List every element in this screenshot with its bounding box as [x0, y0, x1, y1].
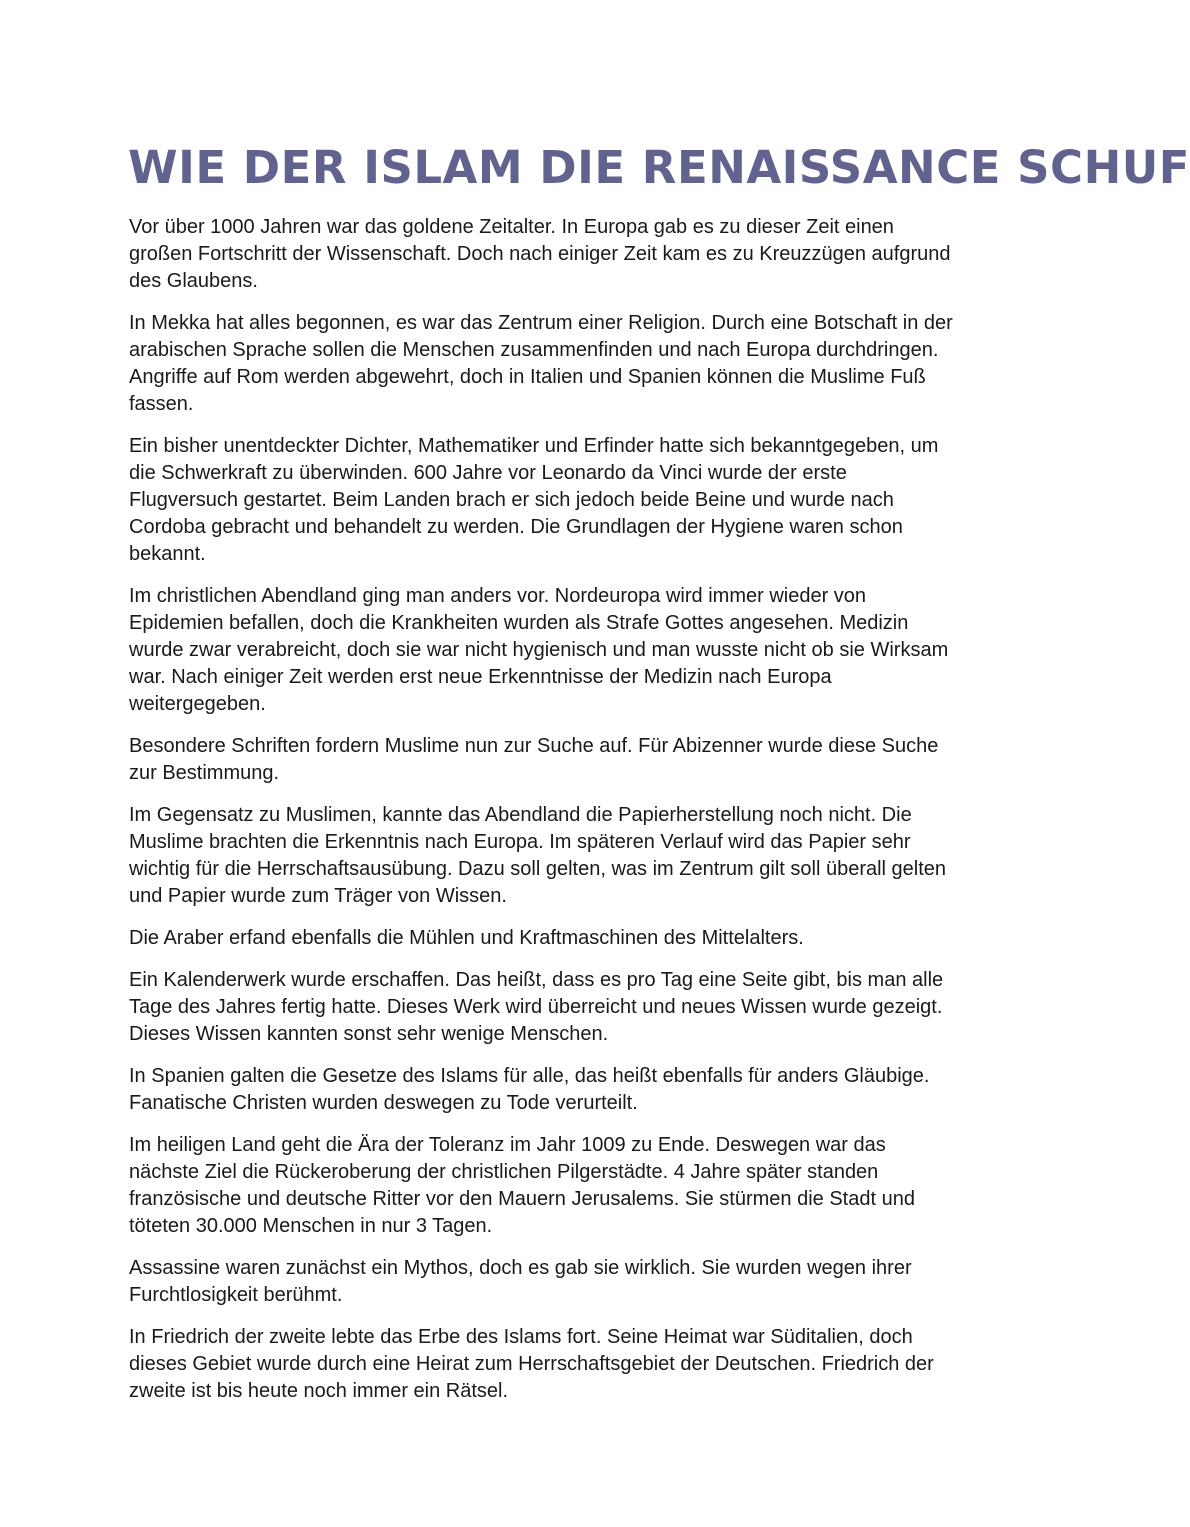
page-title: WIE DER ISLAM DIE RENAISSANCE SCHUF [128, 141, 1190, 194]
paragraph: In Mekka hat alles begonnen, es war das Zentrum einer Religion. Durch eine Botschaft in der arabischen Sprache sollen die Menschen zusammenfinden und nach Europa durchdringen. Angriffe auf Rom werden abgewehrt, doch in Italien und Spanien können die Muslime Fuß fassen. [129, 312, 953, 415]
paragraph: In Friedrich der zweite lebte das Erbe des Islams fort. Seine Heimat war Süditalien, doch dieses Gebiet wurde durch eine Heirat zum Herrschaftsgebiet der Deutschen. Friedrich der zweite ist bis heute noch immer ein Rätsel. [129, 1326, 934, 1402]
paragraph: Im heiligen Land geht die Ära der Toleranz im Jahr 1009 zu Ende. Deswegen war das nächste Ziel die Rückeroberung der christlichen Pilgerstädte. 4 Jahre später standen französische und deutsche Ritter vor den Mauern Jerusalems. Sie stürmen die Stadt und töteten 30.000 Menschen in nur 3 Tagen. [129, 1134, 915, 1237]
paragraph: Besondere Schriften fordern Muslime nun zur Suche auf. Für Abizenner wurde diese Suche zur Bestimmung. [129, 735, 939, 784]
paragraph: Die Araber erfand ebenfalls die Mühlen und Kraftmaschinen des Mittelalters. [129, 927, 804, 949]
paragraph: Im Gegensatz zu Muslimen, kannte das Abendland die Papierherstellung noch nicht. Die Muslime brachten die Erkenntnis nach Europa. Im späteren Verlauf wird das Papier sehr wichtig für die Herrschaftsausübung. Dazu soll gelten, was im Zentrum gilt soll überall gelten und Papier wurde zum Träger von Wissen. [129, 804, 947, 907]
paragraph: Vor über 1000 Jahren war das goldene Zeitalter. In Europa gab es zu dieser Zeit einen großen Fortschritt der Wissenschaft. Doch nach einiger Zeit kam es zu Kreuzzügen aufgrund des Glaubens. [129, 216, 951, 292]
document-body [129, 214, 959, 1420]
paragraph: Ein bisher unentdeckter Dichter, Mathematiker und Erfinder hatte sich bekanntgegeben, um die Schwerkraft zu überwinden. 600 Jahre vor Leonardo da Vinci wurde der erste Flugversuch gestartet. Beim Landen brach er sich jedoch beide Beine und wurde nach Cordoba gebracht und behandelt zu werden. Die Grundlagen der Hygiene waren schon bekannt. [129, 435, 939, 565]
paragraph: Assassine waren zunächst ein Mythos, doch es gab sie wirklich. Sie wurden wegen ihrer Furchtlosigkeit berühmt. [129, 1257, 912, 1306]
paragraph: Ein Kalenderwerk wurde erschaffen. Das heißt, dass es pro Tag eine Seite gibt, bis man alle Tage des Jahres fertig hatte. Dieses Werk wird überreicht und neues Wissen wurde gezeigt. Dieses Wissen kannten sonst sehr wenige Menschen. [129, 969, 944, 1045]
paragraph: Im christlichen Abendland ging man anders vor. Nordeuropa wird immer wieder von Epidemien befallen, doch die Krankheiten wurden als Strafe Gottes angesehen. Medizin wurde zwar verabreicht, doch sie war nicht hygienisch und man wusste nicht ob sie Wirksam war. Nach einiger Zeit werden erst neue Erkenntnisse der Medizin nach Europa weitergegeben. [129, 585, 949, 715]
paragraph: In Spanien galten die Gesetze des Islams für alle, das heißt ebenfalls für anders Gläubige. Fanatische Christen wurden deswegen zu Tode verurteilt. [129, 1065, 930, 1114]
